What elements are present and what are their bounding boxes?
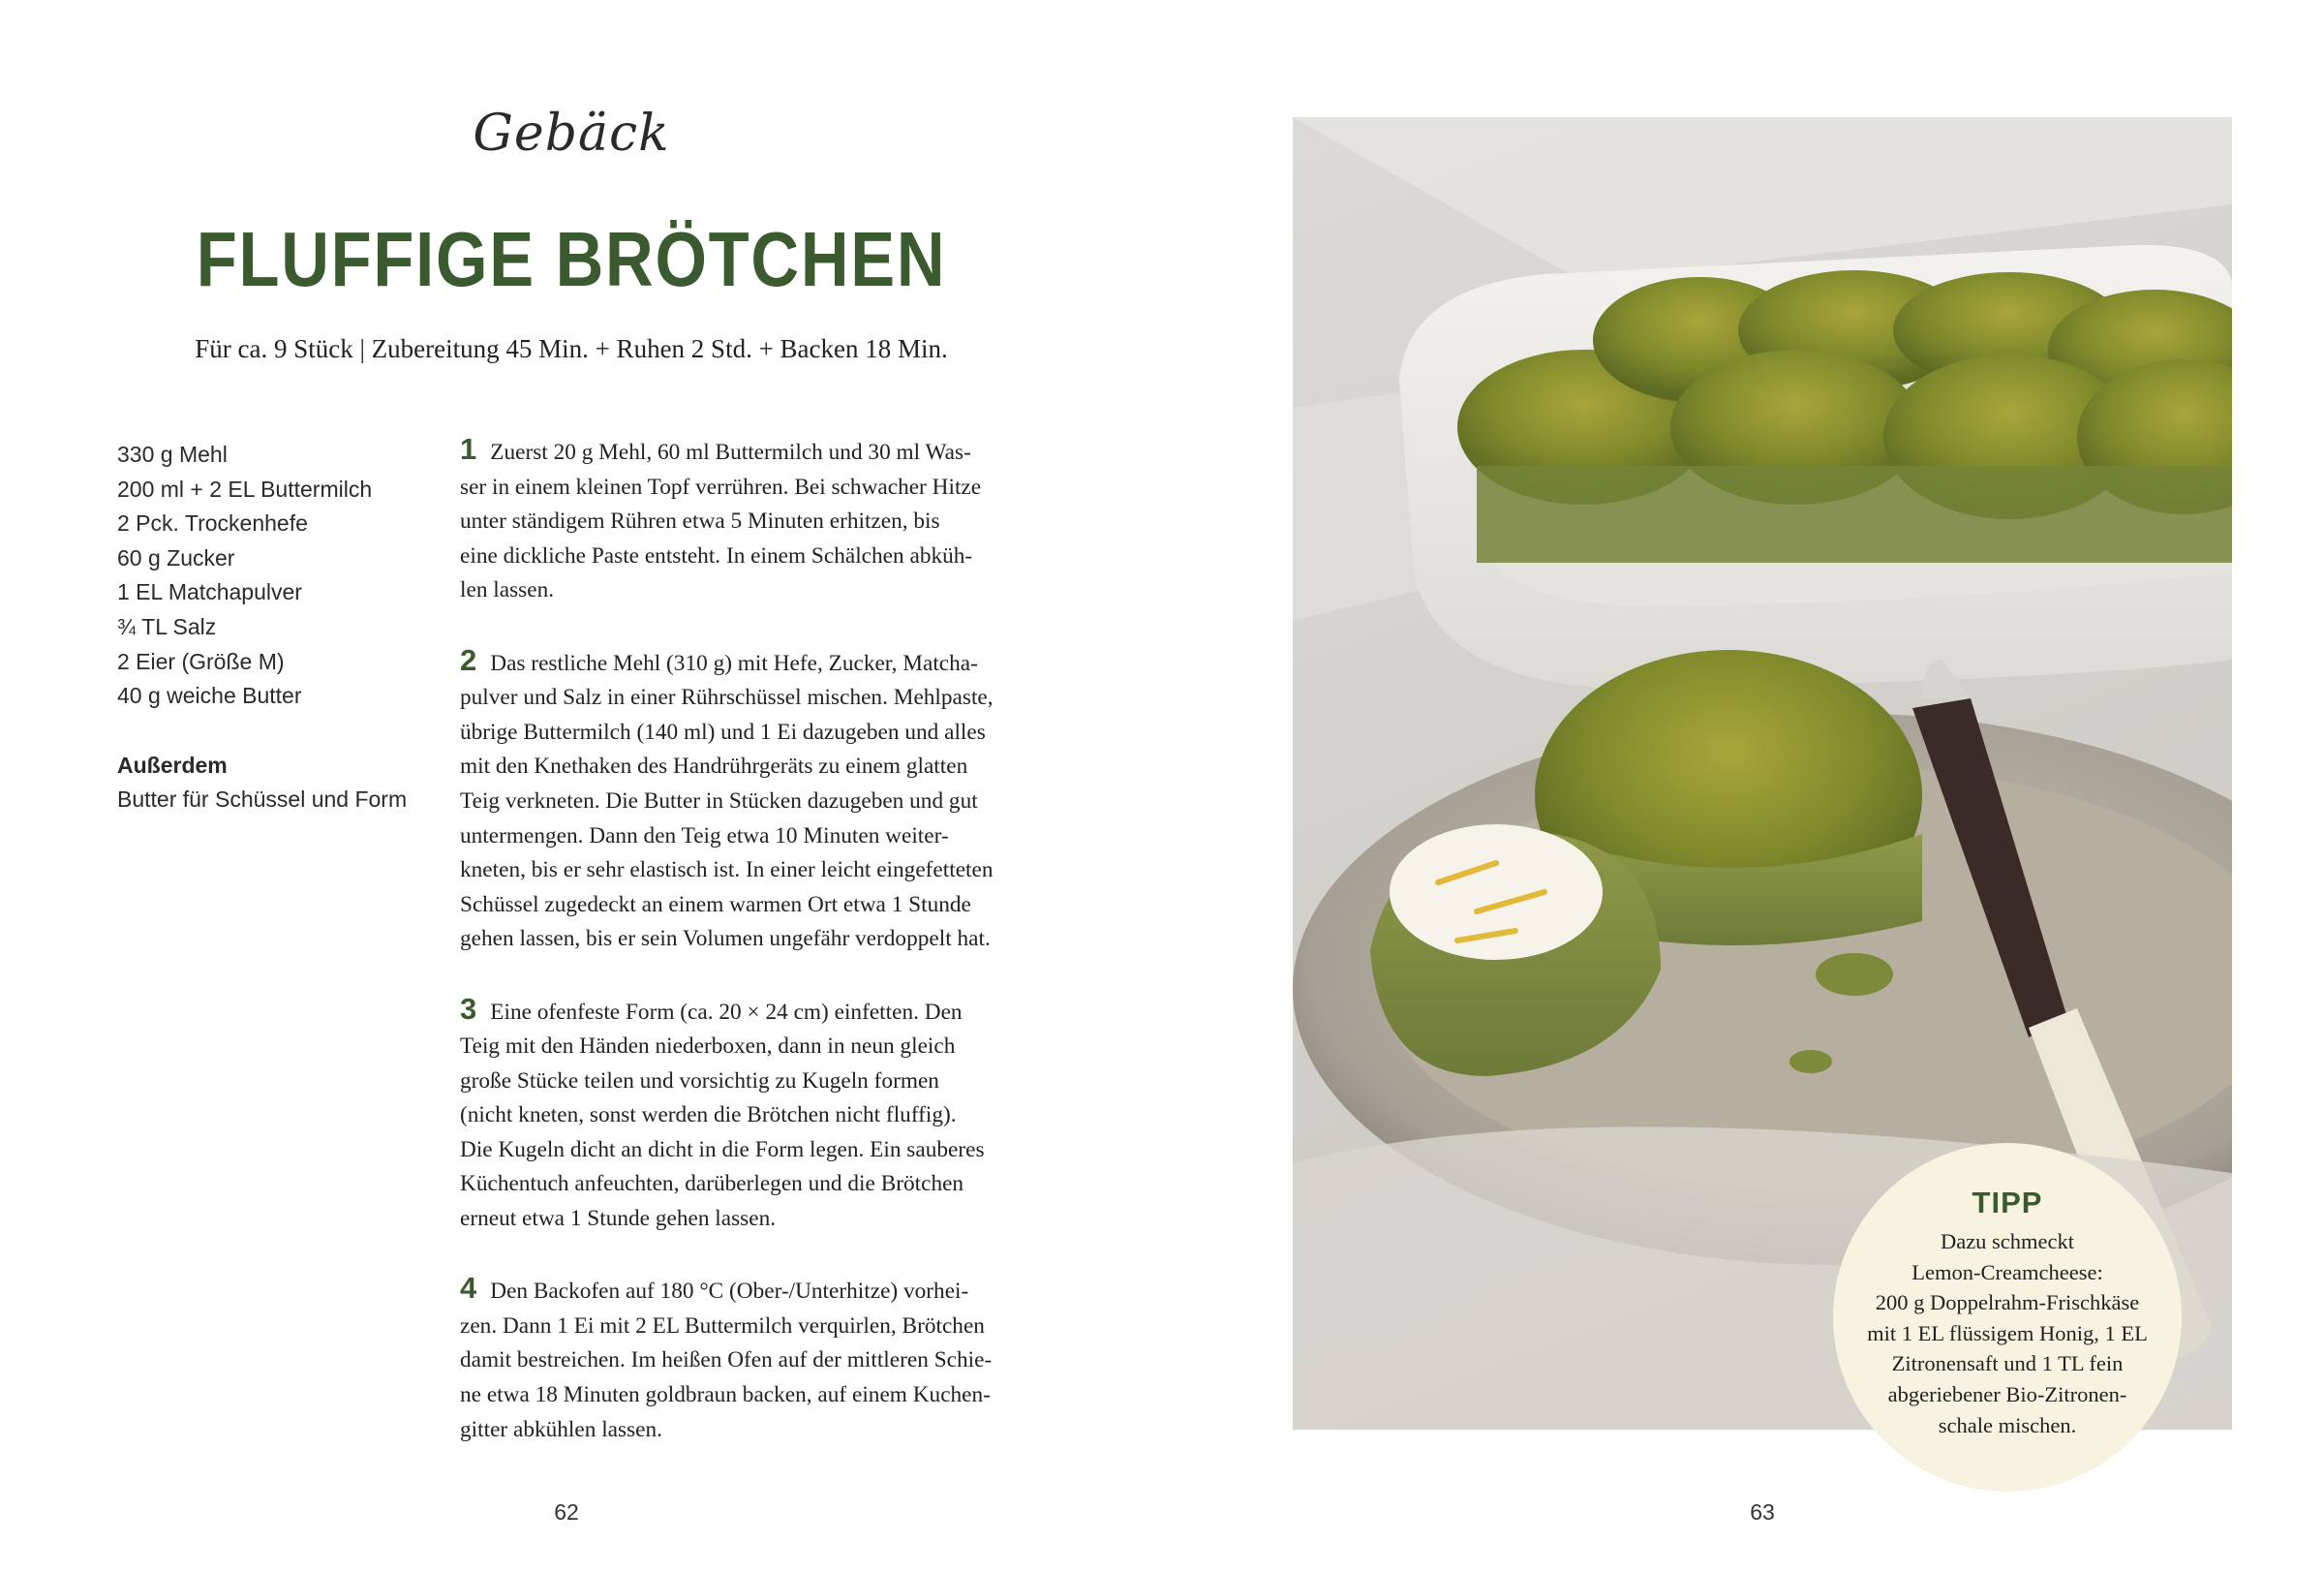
ingredient-item: 200 ml + 2 EL Buttermilch xyxy=(117,476,373,502)
page-number-left: 62 xyxy=(554,1499,579,1525)
step-2 xyxy=(460,643,1031,957)
extra-item: Butter für Schüssel und Form xyxy=(117,786,408,813)
tip-title: TIPP xyxy=(1972,1186,2043,1219)
step-line: gehen lassen, bis er sein Volumen ungefähr verdoppelt hat. xyxy=(460,926,991,952)
step-line: Schüssel zugedeckt an einem warmen Ort etwa 1 Stunde xyxy=(460,891,971,917)
step-line: gitter abkühlen lassen. xyxy=(460,1416,662,1442)
step-line: große Stücke teilen und vorsichtig zu Kugeln formen xyxy=(460,1067,939,1094)
tip-line: schale mischen. xyxy=(1938,1412,2077,1437)
tip-line: abgeriebener Bio-Zitronen- xyxy=(1887,1381,2127,1406)
step-line: Die Kugeln dicht an dicht in die Form legen. Ein sauberes xyxy=(460,1136,985,1162)
step-1 xyxy=(460,432,1031,608)
ingredient-item: 330 g Mehl xyxy=(117,442,228,467)
step-line: übrige Buttermilch (140 ml) und 1 Ei dazugeben und alles xyxy=(460,719,986,745)
ingredient-item: 2 Eier (Größe M) xyxy=(117,648,285,674)
ingredient-item: 60 g Zucker xyxy=(117,544,235,571)
ingredient-item: 2 Pck. Trockenhefe xyxy=(117,510,308,537)
tip-line: Lemon-Creamcheese: xyxy=(1911,1259,2103,1284)
step-line: kneten, bis er sehr elastisch ist. In einer leicht eingefetteten xyxy=(460,857,994,883)
step-number: 2 xyxy=(460,642,477,677)
step-line: Eine ofenfeste Form (ca. 20 × 24 cm) einfetten. Den xyxy=(490,999,963,1025)
ingredient-item: ¾ TL Salz xyxy=(117,613,217,639)
step-line: zen. Dann 1 Ei mit 2 EL Buttermilch verquirlen, Brötchen xyxy=(460,1312,985,1339)
step-line: (nicht kneten, sonst werden die Brötchen nicht fluffig). xyxy=(460,1102,957,1128)
step-line: len lassen. xyxy=(460,577,555,603)
step-line: eine dickliche Paste entsteht. In einem Schälchen abküh- xyxy=(460,542,973,569)
step-3 xyxy=(460,992,1031,1237)
step-line: erneut etwa 1 Stunde gehen lassen. xyxy=(460,1206,777,1232)
step-line: ne etwa 18 Minuten goldbraun backen, auf einem Kuchen- xyxy=(460,1382,991,1408)
extra-heading: Außerdem xyxy=(117,752,228,778)
step-line: Zuerst 20 g Mehl, 60 ml Buttermilch und 30 ml Was- xyxy=(490,440,971,465)
ingredient-item: 40 g weiche Butter xyxy=(117,683,302,709)
step-line: Teig mit den Händen niederboxen, dann in neun gleich xyxy=(460,1033,956,1060)
step-line: Küchentuch anfeuchten, darüberlegen und die Brötchen xyxy=(460,1171,964,1197)
step-number: 1 xyxy=(460,432,477,466)
tip-box xyxy=(1833,1143,2182,1492)
tip-line: Zitronensaft und 1 TL fein xyxy=(1891,1351,2124,1376)
tip-text xyxy=(1833,1226,2182,1440)
tip-line: mit 1 EL flüssigem Honig, 1 EL xyxy=(1867,1320,2148,1345)
instruction-steps xyxy=(460,432,1031,1482)
ingredient-list xyxy=(117,438,437,817)
step-4 xyxy=(460,1271,1031,1447)
step-line: mit den Knethaken des Handrührgeräts zu einem glatten xyxy=(460,754,968,780)
section-label: Gebäck xyxy=(473,105,670,163)
recipe-title: FLUFFIGE BRÖTCHEN xyxy=(196,216,947,302)
step-line: unter ständigem Rühren etwa 5 Minuten erhitzen, bis xyxy=(460,509,940,535)
step-line: pulver und Salz in einer Rührschüssel mischen. Mehlpaste, xyxy=(460,685,994,711)
step-line: ser in einem kleinen Topf verrühren. Bei schwacher Hitze xyxy=(460,474,982,500)
step-line: Den Backofen auf 180 °C (Ober-/Unterhitze) vorhei- xyxy=(490,1279,969,1305)
page-number-right: 63 xyxy=(1750,1499,1775,1525)
step-line: damit bestreichen. Im heißen Ofen auf der mittleren Schie- xyxy=(460,1347,993,1373)
recipe-meta: Für ca. 9 Stück | Zubereitung 45 Min. + Ruhen 2 Std. + Backen 18 Min. xyxy=(195,334,948,363)
step-line: Teig verkneten. Die Butter in Stücken dazugeben und gut xyxy=(460,787,978,814)
step-number: 3 xyxy=(460,991,477,1026)
ingredient-item: 1 EL Matchapulver xyxy=(117,579,302,605)
tip-line: Dazu schmeckt xyxy=(1940,1229,2075,1253)
step-number: 4 xyxy=(460,1271,477,1306)
tip-line: 200 g Doppelrahm-Frischkäse xyxy=(1875,1290,2140,1315)
step-line: untermengen. Dann den Teig etwa 10 Minuten weiter- xyxy=(460,822,949,848)
step-line: Das restliche Mehl (310 g) mit Hefe, Zucker, Matcha- xyxy=(490,650,978,676)
